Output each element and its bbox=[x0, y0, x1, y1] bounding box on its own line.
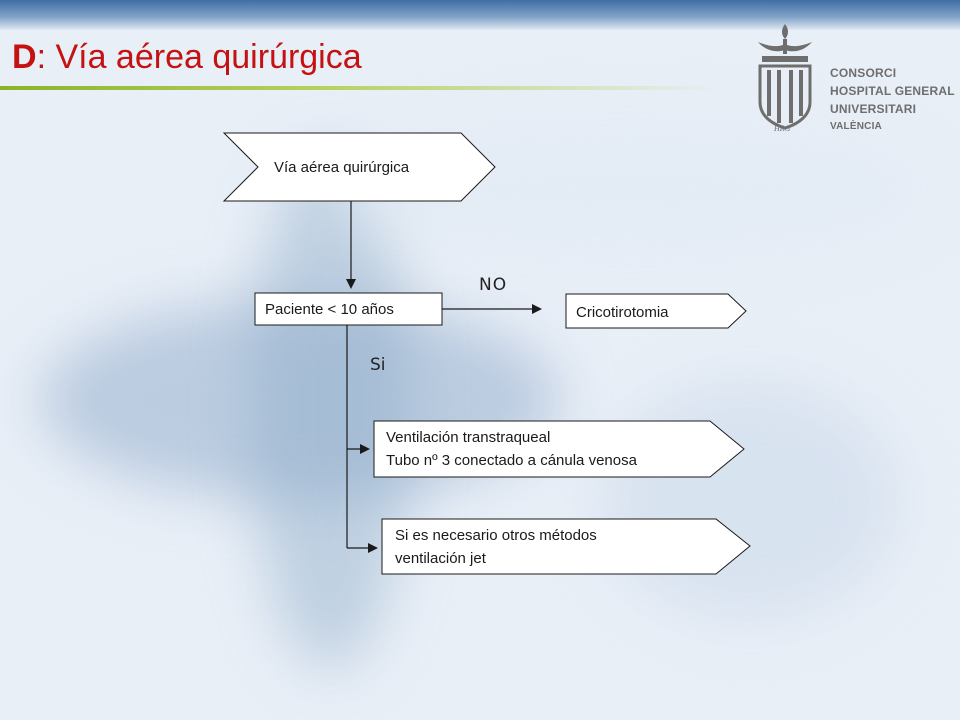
decision-node-label: Paciente < 10 años bbox=[265, 301, 394, 318]
yes-outcome-2-line-1: Si es necesario otros métodos bbox=[395, 527, 597, 544]
yes-outcome-1-line-2: Tubo nº 3 conectado a cánula venosa bbox=[386, 452, 637, 469]
logo-line-2: HOSPITAL GENERAL bbox=[830, 84, 955, 98]
title-letter: D bbox=[12, 38, 37, 76]
emblem-letters: HRG bbox=[774, 124, 791, 133]
yes-outcome-2-line-2: ventilación jet bbox=[395, 550, 486, 567]
start-node-label: Vía aérea quirúrgica bbox=[274, 159, 410, 176]
yes-outcome-1-line-1: Ventilación transtraqueal bbox=[386, 429, 551, 446]
no-outcome-label: Cricotirotomia bbox=[576, 304, 669, 321]
logo-line-3: UNIVERSITARI bbox=[830, 102, 917, 116]
logo-line-4: VALÈNCIA bbox=[830, 121, 882, 132]
title-text: : Vía aérea quirúrgica bbox=[36, 38, 362, 76]
logo-line-1: CONSORCI bbox=[830, 66, 897, 80]
no-branch-label: NO bbox=[479, 275, 508, 295]
yes-branch-label: Si bbox=[370, 355, 386, 375]
